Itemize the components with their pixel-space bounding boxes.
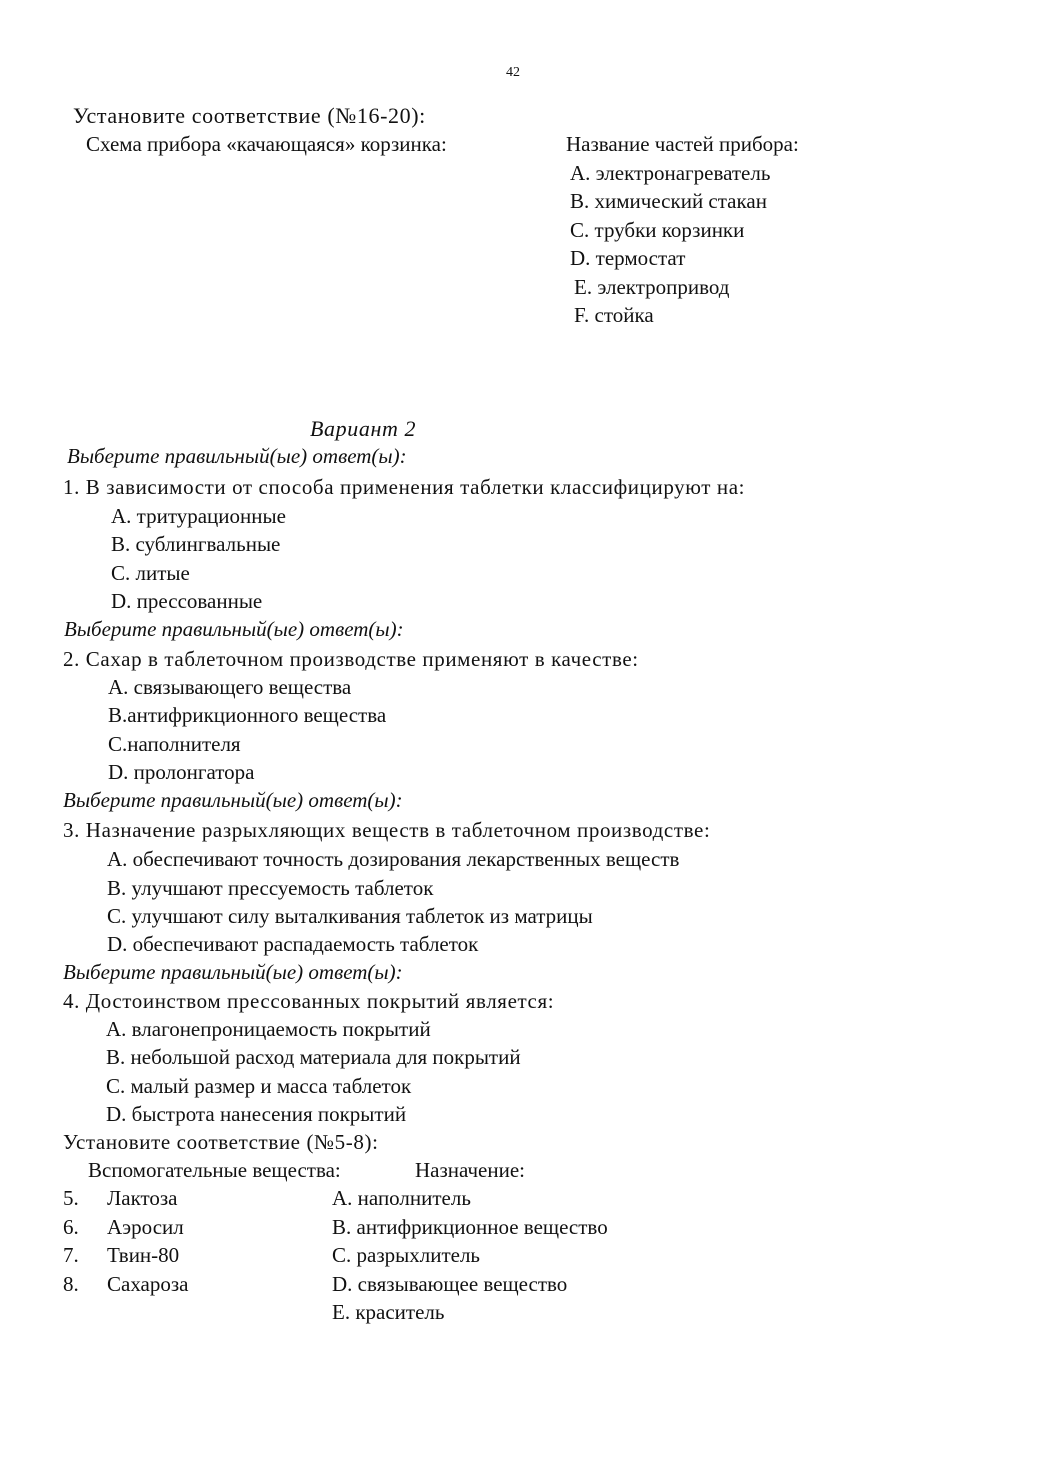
choose-instruction: Выберите правильный(ые) ответ(ы): [64,617,404,641]
matching-left-item: Твин-80 [107,1243,180,1267]
option: B. небольшой расход материала для покрытий [106,1045,521,1069]
page-number: 42 [506,65,520,80]
choose-instruction: Выберите правильный(ые) ответ(ы): [67,444,407,468]
part-item: B. химический стакан [570,189,767,213]
part-item: D. термостат [570,246,686,270]
option: D. пролонгатора [108,760,255,784]
parts-label: Название частей прибора: [566,132,799,156]
matching-instruction: Установите соответствие (№5-8): [63,1130,379,1154]
matching-left-num: 5. [63,1186,79,1210]
choose-instruction: Выберите правильный(ые) ответ(ы): [63,788,403,812]
choose-instruction: Выберите правильный(ые) ответ(ы): [63,960,403,984]
option: A. тритурационные [111,504,286,528]
matching-left-item: Аэросил [107,1215,184,1239]
option: C. улучшают силу выталкивания таблеток из матрицы [107,904,593,928]
option: A. влагонепроницаемость покрытий [106,1017,431,1041]
scheme-label: Схема прибора «качающаяся» корзинка: [86,132,447,156]
matching-left-num: 8. [63,1272,79,1296]
question-3: 3. Назначение разрыхляющих веществ в таблеточном производстве: [63,818,711,842]
part-item: E. электропривод [574,275,730,299]
matching-left-item: Сахароза [107,1272,189,1296]
option: B.антифрикционного вещества [108,703,387,727]
matching-left-num: 7. [63,1243,79,1267]
option: B. сублингвальные [111,532,281,556]
option: A. обеспечивают точность дозирования лекарственных веществ [107,847,680,871]
matching-right-item: B. антифрикционное вещество [332,1215,608,1239]
matching-right-item: A. наполнитель [332,1186,471,1210]
part-item: C. трубки корзинки [570,218,745,242]
matching-left-item: Лактоза [107,1186,178,1210]
question-4: 4. Достоинством прессованных покрытий является: [63,989,555,1013]
part-item: F. стойка [574,303,654,327]
matching-right-item: C. разрыхлитель [332,1243,481,1267]
matching-right-header: Назначение: [415,1158,526,1182]
option: D. обеспечивают распадаемость таблеток [107,932,479,956]
option: C. литые [111,561,190,585]
matching-right-item: D. связывающее вещество [332,1272,568,1296]
part1-instruction: Установите соответствие (№16-20): [73,103,426,128]
option: D. быстрота нанесения покрытий [106,1102,407,1126]
option: C.наполнителя [108,732,241,756]
matching-left-header: Вспомогательные вещества: [88,1158,341,1182]
variant-title: Вариант 2 [310,416,417,441]
option: B. улучшают прессуемость таблеток [107,876,434,900]
option: A. связывающего вещества [108,675,352,699]
question-2: 2. Сахар в таблеточном производстве применяют в качестве: [63,647,639,671]
option: D. прессованные [111,589,263,613]
option: C. малый размер и масса таблеток [106,1074,412,1098]
question-1: 1. В зависимости от способа применения таблетки классифицируют на: [63,475,746,499]
matching-left-num: 6. [63,1215,79,1239]
part-item: A. электронагреватель [570,161,771,185]
matching-right-item: E. краситель [332,1300,445,1324]
